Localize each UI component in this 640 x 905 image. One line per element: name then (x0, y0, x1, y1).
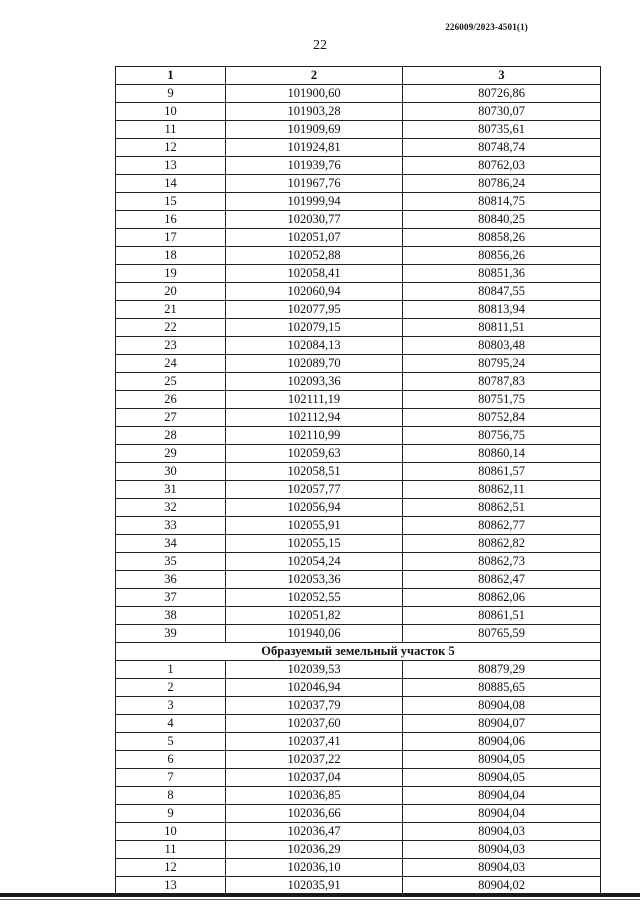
point-number-cell: 15 (116, 193, 226, 211)
table-row (116, 607, 601, 625)
column-header-3: 3 (403, 67, 601, 85)
point-number-cell: 4 (116, 715, 226, 733)
coord-y-cell: 80756,75 (403, 427, 601, 445)
coord-x-cell: 102051,07 (226, 229, 403, 247)
coord-y-cell: 80904,02 (403, 877, 601, 895)
coord-y-cell: 80752,84 (403, 409, 601, 427)
point-number-cell: 27 (116, 409, 226, 427)
table-row (116, 499, 601, 517)
point-number-cell: 22 (116, 319, 226, 337)
table-row (116, 859, 601, 877)
coord-y-cell: 80813,94 (403, 301, 601, 319)
coord-y-cell: 80885,65 (403, 679, 601, 697)
point-number-cell: 8 (116, 787, 226, 805)
coord-x-cell: 102053,36 (226, 571, 403, 589)
table-row (116, 427, 601, 445)
point-number-cell: 39 (116, 625, 226, 643)
table-section (116, 643, 601, 661)
coord-x-cell: 101967,76 (226, 175, 403, 193)
coord-x-cell: 102077,95 (226, 301, 403, 319)
table-row (116, 517, 601, 535)
coord-x-cell: 101939,76 (226, 157, 403, 175)
table-row (116, 679, 601, 697)
table-row (116, 103, 601, 121)
table-row (116, 733, 601, 751)
document-number: 226009/2023-4501(1) (445, 22, 528, 32)
point-number-cell: 10 (116, 103, 226, 121)
table-row (116, 877, 601, 895)
coord-x-cell: 102035,91 (226, 877, 403, 895)
coord-y-cell: 80803,48 (403, 337, 601, 355)
table-row (116, 391, 601, 409)
coord-x-cell: 102037,04 (226, 769, 403, 787)
point-number-cell: 24 (116, 355, 226, 373)
point-number-cell: 33 (116, 517, 226, 535)
coord-x-cell: 102036,29 (226, 841, 403, 859)
coord-x-cell: 101909,69 (226, 121, 403, 139)
table-header (116, 67, 601, 85)
coord-y-cell: 80904,03 (403, 859, 601, 877)
point-number-cell: 20 (116, 283, 226, 301)
table-row (116, 787, 601, 805)
coord-y-cell: 80847,55 (403, 283, 601, 301)
coord-y-cell: 80856,26 (403, 247, 601, 265)
coord-x-cell: 102036,66 (226, 805, 403, 823)
coord-x-cell: 102055,15 (226, 535, 403, 553)
table-row (116, 463, 601, 481)
table-row (116, 445, 601, 463)
coord-y-cell: 80904,03 (403, 841, 601, 859)
table-row (116, 157, 601, 175)
coord-y-cell: 80858,26 (403, 229, 601, 247)
table-body-part1 (116, 85, 601, 643)
table-row (116, 283, 601, 301)
coord-x-cell: 102052,55 (226, 589, 403, 607)
section-row (116, 643, 601, 661)
table-row (116, 571, 601, 589)
coord-x-cell: 102093,36 (226, 373, 403, 391)
coord-x-cell: 102055,91 (226, 517, 403, 535)
coord-y-cell: 80862,11 (403, 481, 601, 499)
table-row (116, 841, 601, 859)
point-number-cell: 13 (116, 877, 226, 895)
point-number-cell: 25 (116, 373, 226, 391)
table-body-part2 (116, 661, 601, 895)
coord-x-cell: 102056,94 (226, 499, 403, 517)
table-row (116, 121, 601, 139)
point-number-cell: 5 (116, 733, 226, 751)
point-number-cell: 18 (116, 247, 226, 265)
point-number-cell: 19 (116, 265, 226, 283)
point-number-cell: 30 (116, 463, 226, 481)
point-number-cell: 26 (116, 391, 226, 409)
point-number-cell: 10 (116, 823, 226, 841)
coord-x-cell: 102079,15 (226, 319, 403, 337)
footer-rule (0, 893, 640, 897)
coord-x-cell: 102089,70 (226, 355, 403, 373)
coord-y-cell: 80862,06 (403, 589, 601, 607)
table-row (116, 193, 601, 211)
table-row (116, 175, 601, 193)
point-number-cell: 31 (116, 481, 226, 499)
point-number-cell: 7 (116, 769, 226, 787)
coord-x-cell: 101999,94 (226, 193, 403, 211)
coord-y-cell: 80904,05 (403, 751, 601, 769)
coord-y-cell: 80862,73 (403, 553, 601, 571)
coord-y-cell: 80787,83 (403, 373, 601, 391)
coord-y-cell: 80730,07 (403, 103, 601, 121)
table-row (116, 301, 601, 319)
point-number-cell: 16 (116, 211, 226, 229)
point-number-cell: 12 (116, 139, 226, 157)
table-row (116, 697, 601, 715)
point-number-cell: 14 (116, 175, 226, 193)
coord-x-cell: 102112,94 (226, 409, 403, 427)
coord-y-cell: 80765,59 (403, 625, 601, 643)
column-header-2: 2 (226, 67, 403, 85)
point-number-cell: 17 (116, 229, 226, 247)
coord-y-cell: 80861,57 (403, 463, 601, 481)
coord-x-cell: 102059,63 (226, 445, 403, 463)
page-number: 22 (313, 38, 327, 53)
coord-x-cell: 102036,85 (226, 787, 403, 805)
point-number-cell: 36 (116, 571, 226, 589)
table-row (116, 319, 601, 337)
point-number-cell: 37 (116, 589, 226, 607)
coord-y-cell: 80860,14 (403, 445, 601, 463)
table-row (116, 355, 601, 373)
table-row (116, 85, 601, 103)
table-row (116, 589, 601, 607)
coord-y-cell: 80904,08 (403, 697, 601, 715)
point-number-cell: 28 (116, 427, 226, 445)
table-row (116, 535, 601, 553)
coord-x-cell: 101924,81 (226, 139, 403, 157)
table-row (116, 805, 601, 823)
coord-y-cell: 80795,24 (403, 355, 601, 373)
coord-y-cell: 80751,75 (403, 391, 601, 409)
coord-y-cell: 80862,77 (403, 517, 601, 535)
coord-x-cell: 102030,77 (226, 211, 403, 229)
coord-y-cell: 80861,51 (403, 607, 601, 625)
table-row (116, 751, 601, 769)
table-row (116, 337, 601, 355)
coord-y-cell: 80726,86 (403, 85, 601, 103)
section-title: Образуемый земельный участок 5 (116, 643, 601, 661)
coord-x-cell: 101900,60 (226, 85, 403, 103)
point-number-cell: 1 (116, 661, 226, 679)
point-number-cell: 13 (116, 157, 226, 175)
coord-y-cell: 80904,04 (403, 787, 601, 805)
coord-x-cell: 102058,41 (226, 265, 403, 283)
table-row (116, 139, 601, 157)
column-header-1: 1 (116, 67, 226, 85)
point-number-cell: 23 (116, 337, 226, 355)
coord-y-cell: 80904,06 (403, 733, 601, 751)
point-number-cell: 9 (116, 85, 226, 103)
coord-y-cell: 80862,47 (403, 571, 601, 589)
coord-x-cell: 102039,53 (226, 661, 403, 679)
coord-y-cell: 80786,24 (403, 175, 601, 193)
coord-x-cell: 101903,28 (226, 103, 403, 121)
footer-rule-thin (0, 899, 640, 900)
point-number-cell: 38 (116, 607, 226, 625)
coord-x-cell: 102037,60 (226, 715, 403, 733)
table-row (116, 247, 601, 265)
coord-x-cell: 102110,99 (226, 427, 403, 445)
coord-y-cell: 80748,74 (403, 139, 601, 157)
coord-x-cell: 102051,82 (226, 607, 403, 625)
coord-y-cell: 80851,36 (403, 265, 601, 283)
coord-x-cell: 102037,41 (226, 733, 403, 751)
table-row (116, 625, 601, 643)
table-row (116, 823, 601, 841)
coord-x-cell: 102036,47 (226, 823, 403, 841)
coord-x-cell: 102060,94 (226, 283, 403, 301)
point-number-cell: 12 (116, 859, 226, 877)
table-row (116, 661, 601, 679)
table-row (116, 229, 601, 247)
coord-y-cell: 80904,04 (403, 805, 601, 823)
coord-x-cell: 102052,88 (226, 247, 403, 265)
point-number-cell: 2 (116, 679, 226, 697)
point-number-cell: 3 (116, 697, 226, 715)
coord-x-cell: 102057,77 (226, 481, 403, 499)
coord-y-cell: 80814,75 (403, 193, 601, 211)
coord-y-cell: 80811,51 (403, 319, 601, 337)
table-row (116, 409, 601, 427)
coord-y-cell: 80904,05 (403, 769, 601, 787)
point-number-cell: 34 (116, 535, 226, 553)
coord-y-cell: 80904,07 (403, 715, 601, 733)
point-number-cell: 29 (116, 445, 226, 463)
coord-x-cell: 102084,13 (226, 337, 403, 355)
table-row (116, 715, 601, 733)
coord-x-cell: 102036,10 (226, 859, 403, 877)
point-number-cell: 11 (116, 841, 226, 859)
coord-x-cell: 101940,06 (226, 625, 403, 643)
coord-y-cell: 80762,03 (403, 157, 601, 175)
coordinates-table (115, 66, 601, 895)
coord-x-cell: 102046,94 (226, 679, 403, 697)
coord-y-cell: 80735,61 (403, 121, 601, 139)
table-row (116, 553, 601, 571)
table-header-row (116, 67, 601, 85)
coord-x-cell: 102058,51 (226, 463, 403, 481)
table-row (116, 373, 601, 391)
point-number-cell: 35 (116, 553, 226, 571)
point-number-cell: 32 (116, 499, 226, 517)
coord-y-cell: 80879,29 (403, 661, 601, 679)
table-row (116, 769, 601, 787)
point-number-cell: 11 (116, 121, 226, 139)
table-row (116, 265, 601, 283)
coord-y-cell: 80862,82 (403, 535, 601, 553)
coord-y-cell: 80862,51 (403, 499, 601, 517)
coord-x-cell: 102111,19 (226, 391, 403, 409)
table-row (116, 481, 601, 499)
coord-x-cell: 102054,24 (226, 553, 403, 571)
coord-y-cell: 80904,03 (403, 823, 601, 841)
point-number-cell: 9 (116, 805, 226, 823)
point-number-cell: 21 (116, 301, 226, 319)
coord-y-cell: 80840,25 (403, 211, 601, 229)
coord-x-cell: 102037,79 (226, 697, 403, 715)
point-number-cell: 6 (116, 751, 226, 769)
coord-x-cell: 102037,22 (226, 751, 403, 769)
table-row (116, 211, 601, 229)
